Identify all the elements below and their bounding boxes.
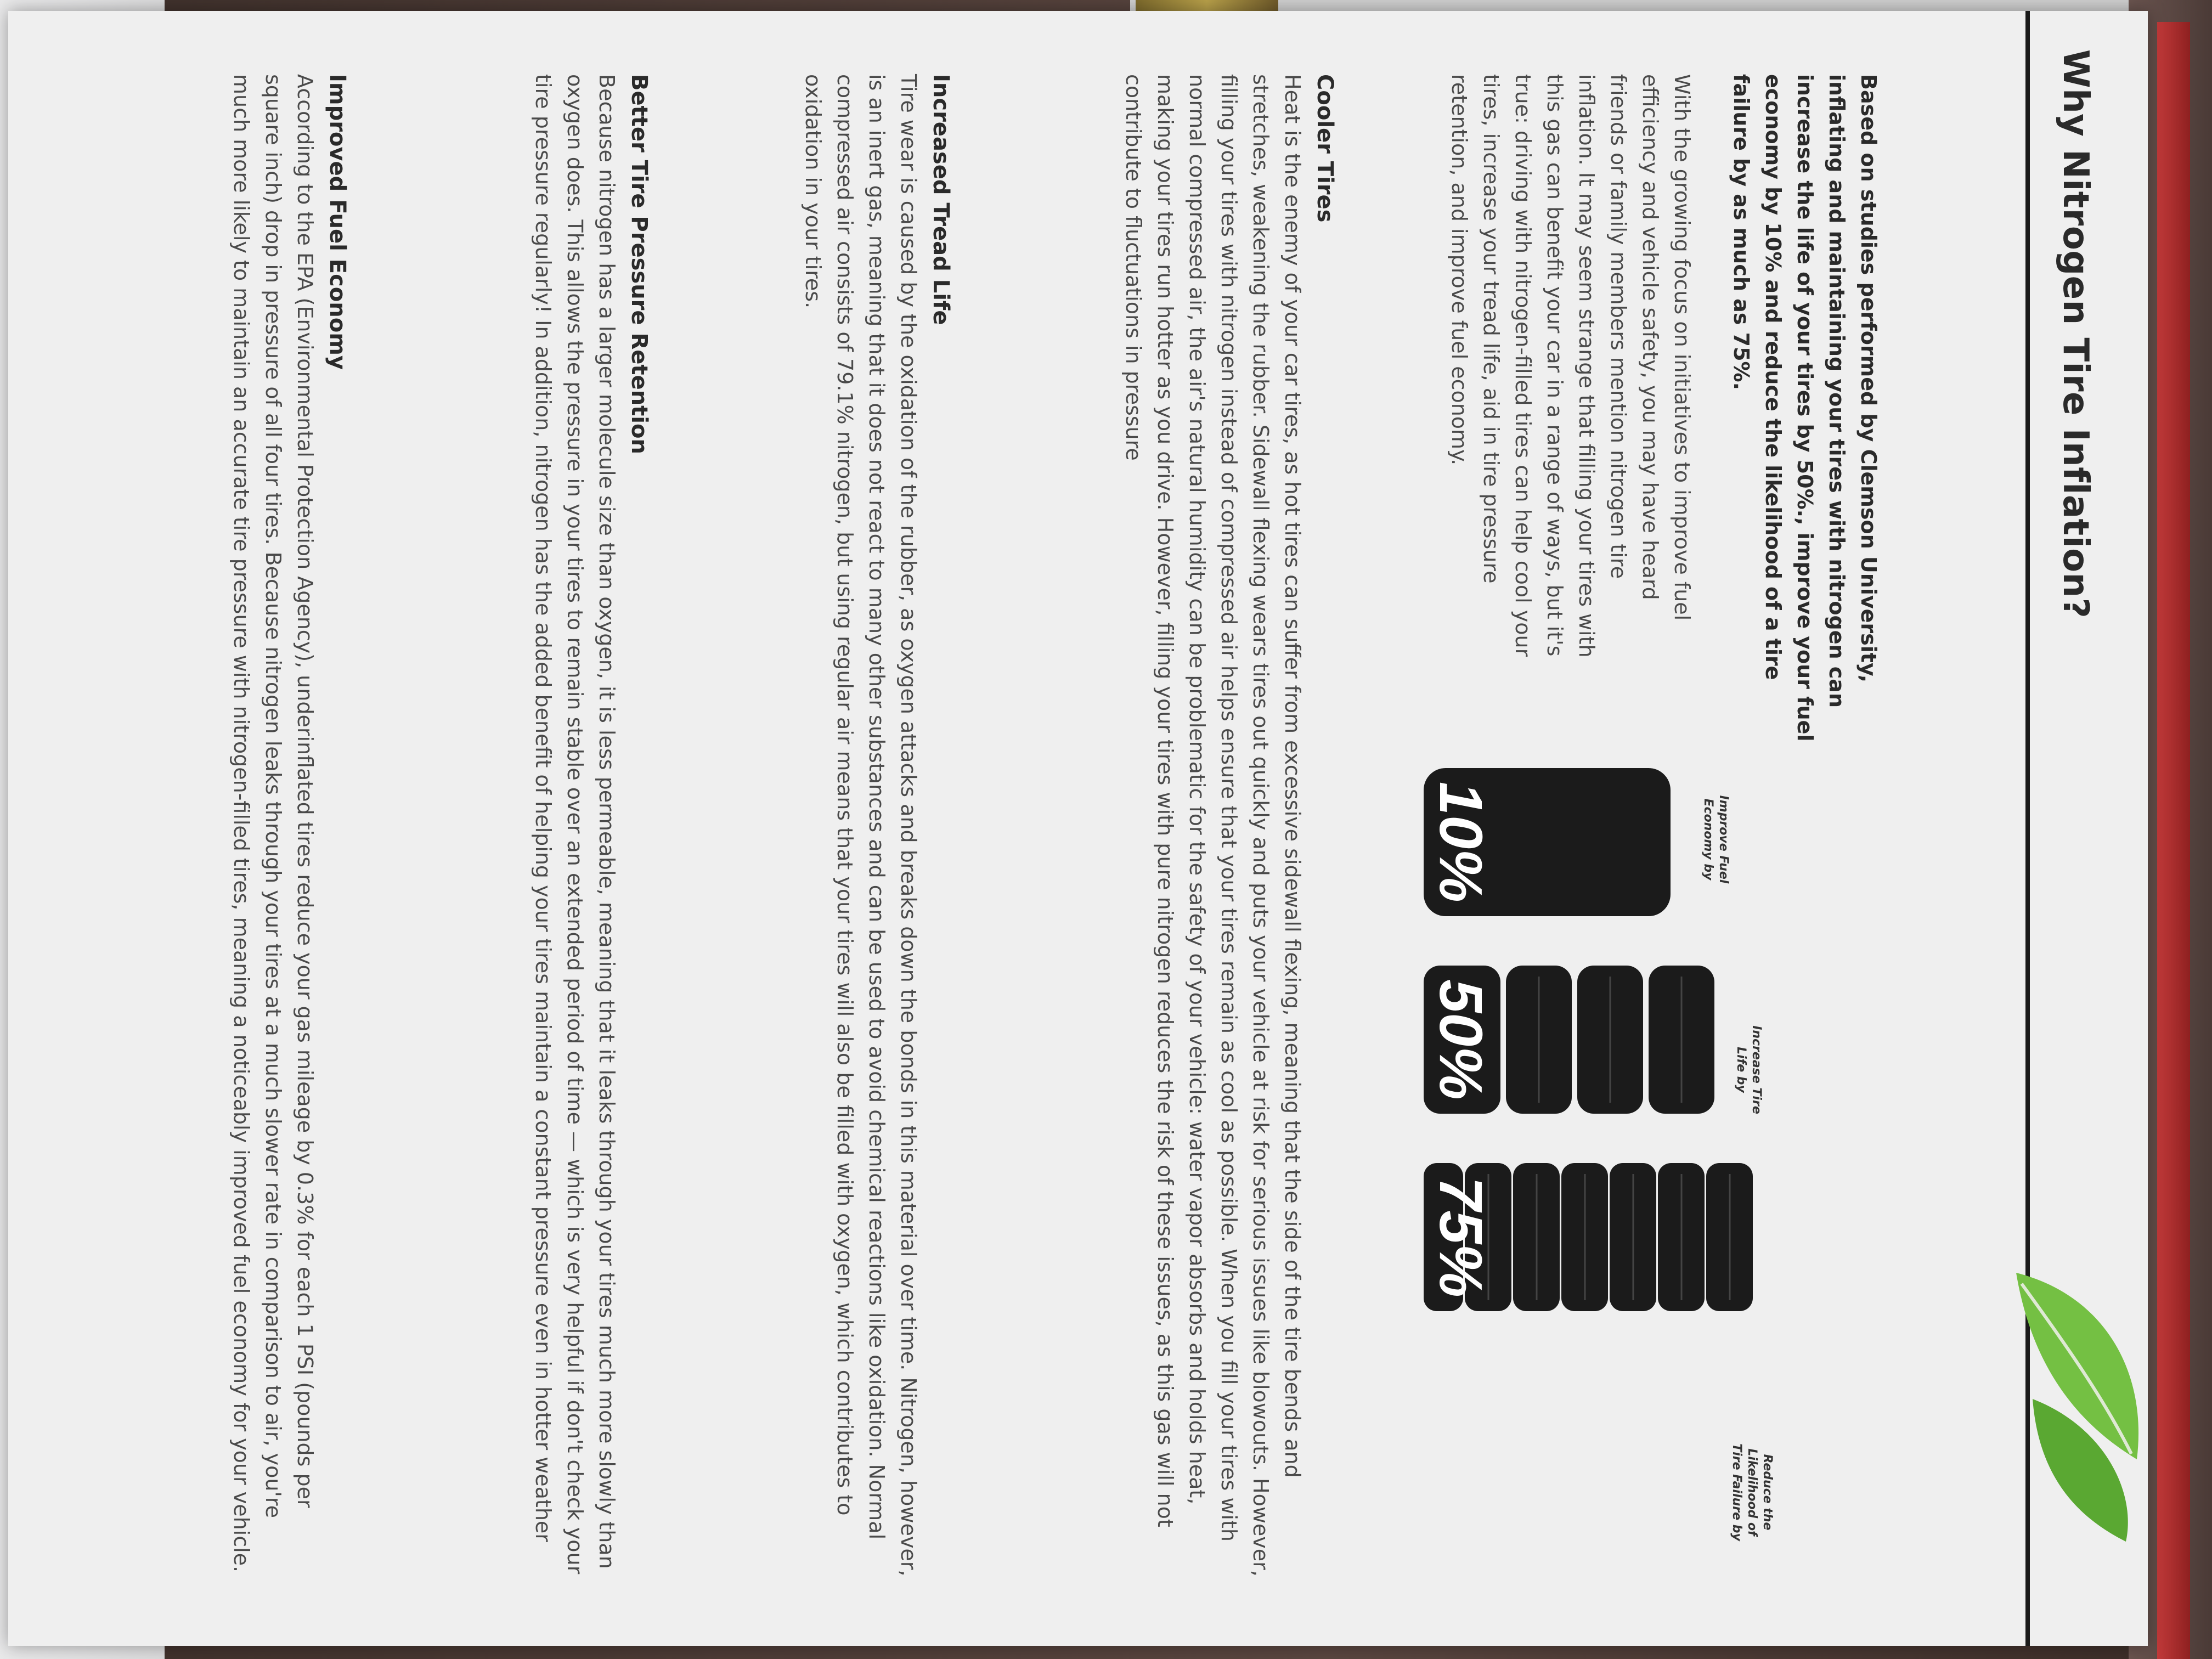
section-pressure-retention [527, 74, 656, 1583]
stat-value-life: 50% [1427, 979, 1494, 1101]
leaf-icon [2005, 1262, 2148, 1547]
document-page [8, 11, 2148, 1646]
tire-infographic [1380, 708, 1775, 1640]
tire-stack-icon [1380, 708, 1775, 1640]
section-tread-life [797, 74, 957, 1583]
stat-value-failure: 75% [1427, 1176, 1494, 1298]
stat-value-fuel: 10% [1427, 781, 1494, 903]
section-body: Because nitrogen has a larger molecule size than oxygen, it is less permeable, meaning that it leaks through your tires much more slowly than oxygen does. This allows the pressure in your tires to remain stable over an extended period of time — which is very helpful if don't check your tire pressure regularly! In addition, nitrogen has the added benefit of helping your tires maintain a constant pressure even in hotter weather [531, 74, 619, 1575]
section-fuel-economy [225, 74, 354, 1583]
section-heading: Increased Tread Life [928, 74, 953, 325]
stat-label-life: Increase Tire Life by [1734, 1025, 1763, 1114]
page-title: Why Nitrogen Tire Inflation? [2055, 49, 2096, 619]
intro-summary: Based on studies performed by Clemson University, inflating and maintaining your tires with nitrogen can increase the life of your tires by 50%., improve your fuel economy by 10% and reduce the likelihood of a tire failure by as much as 75%. [1729, 74, 1881, 742]
section-heading: Improved Fuel Economy [325, 74, 350, 370]
stat-label-failure: Reduce the Likelihood of Tire Failure by [1730, 1443, 1774, 1541]
section-body: According to the EPA (Environmental Protection Agency), underinflated tires reduce your gas mileage by 0.3% for each 1 PSI (pounds per square inch) drop in pressure of all four tires. Because nitrogen leaks through your tires at a much slower rate in comparison to air, you're much more likely to maintain an accurate tire pressure with nitrogen-filled tires, meaning a noticeably improved fuel economy for your vehicle. [229, 74, 317, 1573]
intro-paragraph: With the growing focus on initiatives to improve fuel efficiency and vehicle safety, you may have heard friends or family members mention nitrogen tire inflation. It may seem strange that filling your tires with this gas can benefit your car in a range of ways, but it's true: driving with nitrogen-filled tires can help cool your tires, increase your tread life, aid in tire pressure retention, and improve fuel economy. [1447, 74, 1694, 658]
section-cooler-tires [1118, 74, 1341, 1583]
section-body: Heat is the enemy of your car tires, as hot tires can suffer from excessive sidewall flexing, meaning that the side of the tire bends and stretches, weakening the rubber. Sidewall flexing wears tires out quickly and puts your vehicle at risk for serious issues like blowouts. However, filling your tires with nitrogen instead of compressed air helps ensure that your tires remain as cool as possible. When you fill your tires with normal compressed air, the air's natural humidity can be problematic for the safety of your vehicle: water vapor absorbs and holds heat, making your tires run hotter as you drive. However, filling your tires with pure nitrogen reduces the risk of these issues, as this gas will not contribute to fluctuations in pressure [1121, 74, 1305, 1577]
section-body: Tire wear is caused by the oxidation of the rubber, as oxygen attacks and breaks down the bonds in this material over time. Nitrogen, however, is an inert gas, meaning that it does not react to many other substances and can be used to avoid chemical reactions like oxidation. Normal compressed air consists of 79.1% nitrogen, but using regular air means that your tires will also be filled with oxygen, which contributes to oxidation in your tires. [801, 74, 921, 1577]
section-heading: Better Tire Pressure Retention [627, 74, 652, 454]
section-heading: Cooler Tires [1312, 74, 1338, 223]
stat-label-fuel: Improve Fuel Economy by [1701, 795, 1730, 884]
